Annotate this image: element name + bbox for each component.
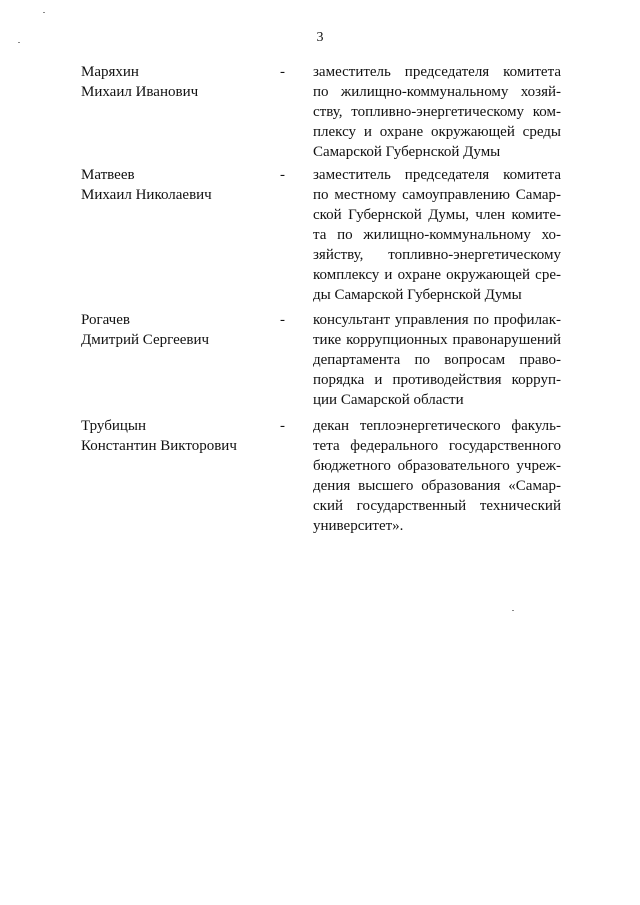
page-number: 3 [316,30,324,45]
separator-dash: - [280,312,285,328]
member-name [81,165,291,205]
scan-speck [43,12,45,13]
role-line: дения высшего образования «Самар- [313,478,561,494]
member-given-names: Михаил Иванович [81,84,199,100]
role-line: департамента по вопросам право- [313,352,561,368]
role-line: Самарской Губернской Думы [313,144,501,160]
role-line: зяйству, топливно-энергетическому [313,247,561,263]
role-line: университет». [313,518,404,534]
member-surname: Маряхин [81,64,139,80]
member-role [313,416,561,536]
role-line: бюджетного образовательного учреж- [313,458,561,474]
role-line: ции Самарской области [313,392,464,408]
role-line: по местному самоуправлению Самар- [313,187,561,203]
role-line: ству, топливно-энергетическому ком- [313,104,561,120]
member-name [81,62,291,102]
member-role [313,310,561,410]
role-line: заместитель председателя комитета [313,64,561,80]
role-line: консультант управления по профилак- [313,312,561,328]
role-line: тике коррупционных правонарушений [313,332,561,348]
role-line: заместитель председателя комитета [313,167,561,183]
separator-dash: - [280,418,285,434]
member-name [81,310,291,350]
member-surname: Матвеев [81,167,135,183]
role-line: та по жилищно-коммунальному хо- [313,227,561,243]
member-given-names: Константин Викторович [81,438,237,454]
role-line: порядка и противодействия корруп- [313,372,561,388]
role-line: ды Самарской Губернской Думы [313,287,522,303]
member-given-names: Михаил Николаевич [81,187,212,203]
member-surname: Трубицын [81,418,146,434]
role-line: комплексу и охране окружающей сре- [313,267,561,283]
member-surname: Рогачев [81,312,130,328]
scan-speck [512,610,514,611]
member-role [313,62,561,162]
role-line: ский государственный технический [313,498,561,514]
role-line: по жилищно-коммунальному хозяй- [313,84,561,100]
role-line: плексу и охране окружающей среды [313,124,561,140]
member-name [81,416,291,456]
role-line: декан теплоэнергетического факуль- [313,418,561,434]
member-role [313,165,561,305]
separator-dash: - [280,167,285,183]
separator-dash: - [280,64,285,80]
role-line: ской Губернской Думы, член комите- [313,207,561,223]
member-given-names: Дмитрий Сергеевич [81,332,210,348]
role-line: тета федерального государственного [313,438,561,454]
